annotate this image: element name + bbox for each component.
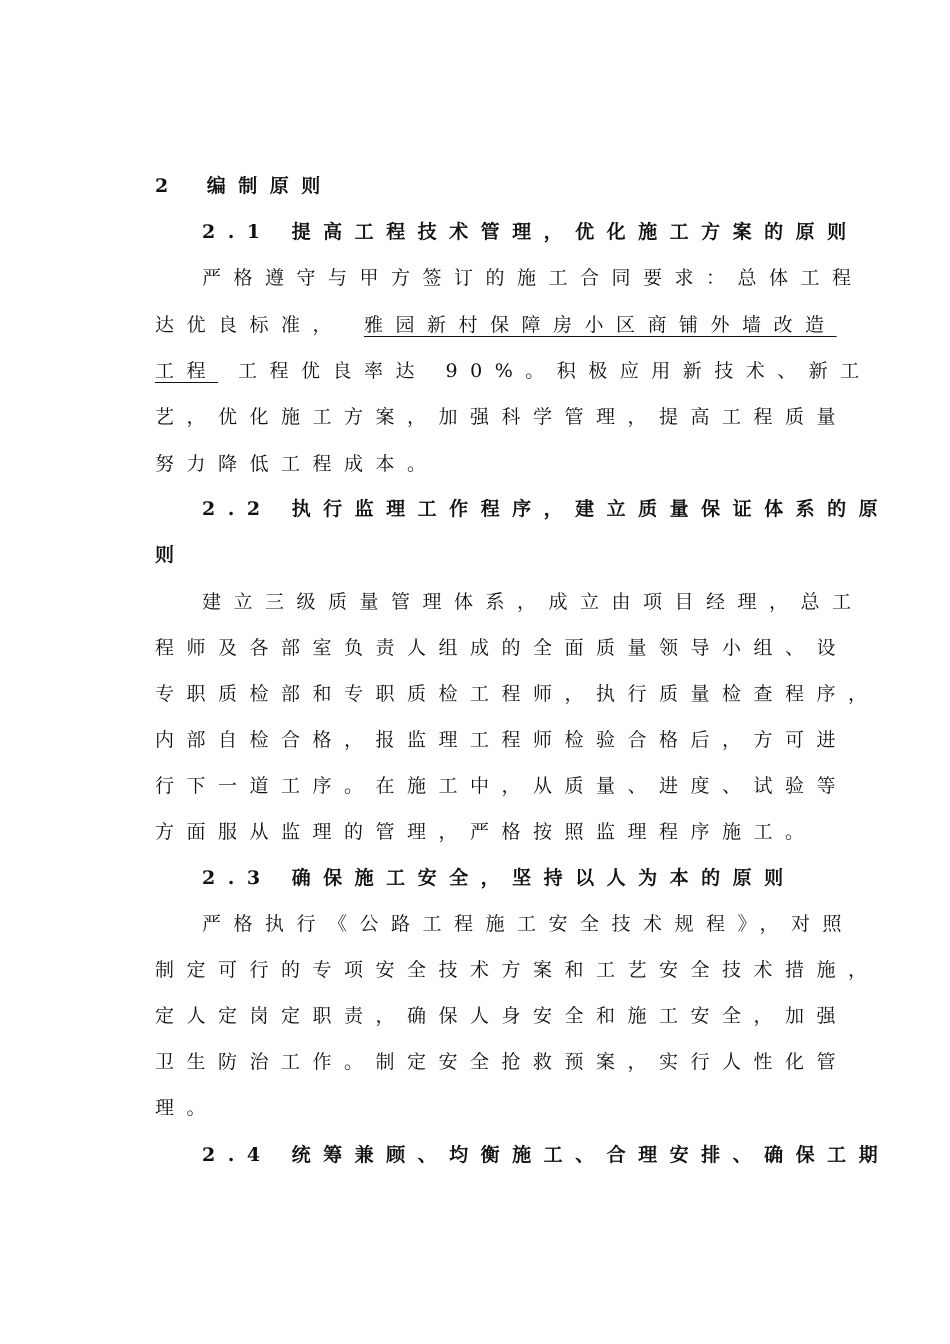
text-run: 达优良标准， xyxy=(155,314,345,336)
paragraph-line: 艺，优化施工方案，加强科学管理，提高工程质量 xyxy=(155,406,849,428)
project-name-cont: 工程 xyxy=(155,360,219,382)
project-name-underlined xyxy=(344,313,837,337)
paragraph-line: 严格遵守与甲方签订的施工合同要求：总体工程 xyxy=(202,267,864,289)
paragraph-line: 卫生防治工作。制定安全抢救预案，实行人性化管 xyxy=(155,1051,849,1073)
paragraph-line: 方面服从监理的管理，严格按照监理程序施工。 xyxy=(155,821,817,843)
paragraph-line: 制定可行的专项安全技术方案和工艺安全技术措施， xyxy=(155,959,880,981)
text-run: 工程优良率达 90%。积极应用新技术、新工 xyxy=(238,360,872,382)
paragraph-line: 定人定岗定职责，确保人身安全和施工安全，加强 xyxy=(155,1005,849,1027)
section-title: 编制原则 xyxy=(206,175,333,197)
project-name: 雅园新村保障房小区商铺外墙改造 xyxy=(364,314,837,336)
subsection-title-2-3: 2.3 确保施工安全，坚持以人为本的原则 xyxy=(202,867,796,889)
paragraph-line xyxy=(155,313,837,337)
paragraph-line: 行下一道工序。在施工中，从质量、进度、试验等 xyxy=(155,775,849,797)
section-heading xyxy=(155,174,333,198)
section-number: 2 xyxy=(155,175,181,197)
paragraph-line: 专职质检部和专职质检工程师，执行质量检查程序， xyxy=(155,683,880,705)
subsection-title-2-4: 2.4 统筹兼顾、均衡施工、合理安排、确保工期 xyxy=(202,1144,891,1166)
paragraph-line: 建立三级质量管理体系，成立由项目经理，总工 xyxy=(202,591,864,613)
paragraph-line: 程师及各部室负责人组成的全面质量领导小组、设 xyxy=(155,637,849,659)
subsection-title-2-2-cont: 则 xyxy=(155,544,187,566)
project-name-underlined-cont xyxy=(155,359,238,383)
paragraph-line xyxy=(155,359,872,383)
subsection-title-2-1: 2.1 提高工程技术管理，优化施工方案的原则 xyxy=(202,221,859,243)
paragraph-line: 内部自检合格，报监理工程师检验合格后，方可进 xyxy=(155,729,849,751)
paragraph-line: 理。 xyxy=(155,1097,219,1119)
subsection-title-2-2: 2.2 执行监理工作程序，建立质量保证体系的原 xyxy=(202,498,891,520)
paragraph-line: 严格执行《公路工程施工安全技术规程》，对照 xyxy=(202,913,855,935)
paragraph-line: 努力降低工程成本。 xyxy=(155,453,439,475)
